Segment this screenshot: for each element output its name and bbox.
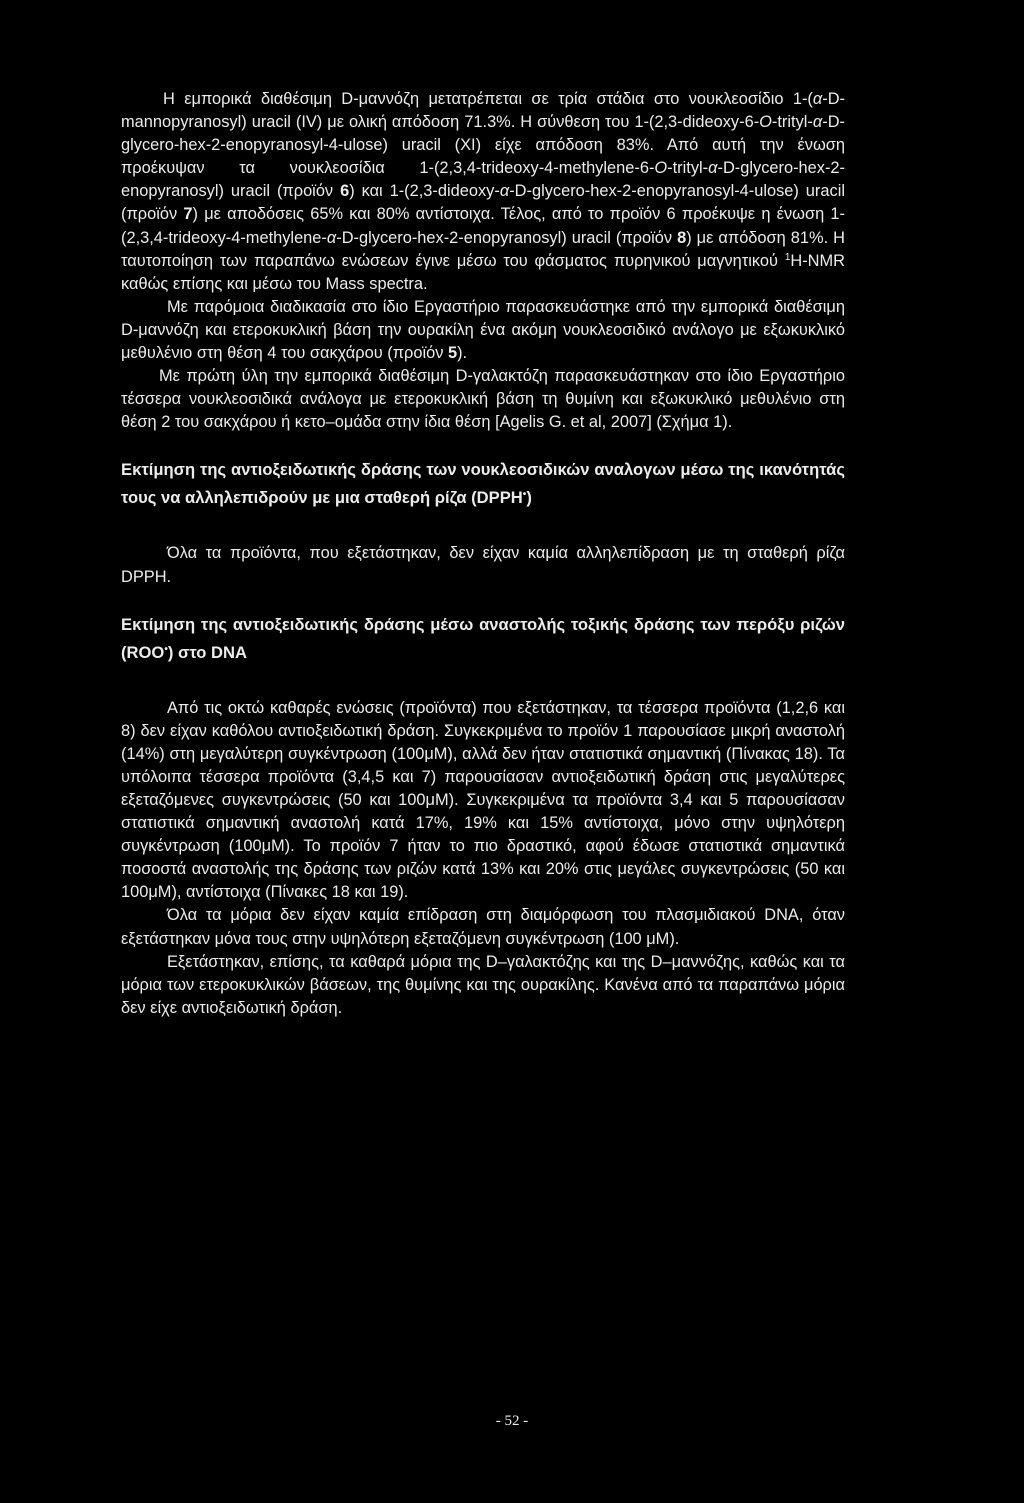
page-body [121, 88, 845, 1020]
paragraph-pure-sugars-bases: Εξετάστηκαν, επίσης, τα καθαρά μόρια της D–γαλακτόζης και της D–μαννόζης, καθώς και τα μόρια των ετεροκυκλικών βάσεων, της θυμίνης και της ουρακίλης. Κανένα από τα παραπάνω μόρια δεν είχε αντιοξειδωτική δράση. [121, 952, 845, 1017]
heading-peroxyl-radicals-dna: Εκτίμηση της αντιοξειδωτικής δράσης μέσω αναστολής τοξικής δράσης των περόξυ ριζών (ROO•) στο DNA [121, 614, 845, 662]
paragraph-plasmid-dna: Όλα τα μόρια δεν είχαν καμία επίδραση στη διαμόρφωση του πλασμιδιακού DNA, όταν εξετάστηκαν μόνα τους στην υψηλότερη εξεταζόμενη συγκέντρωση (100 μΜ). [121, 906, 845, 948]
paragraph-synthesis-mannose: Η εμπορικά διαθέσιμη D-μαννόζη μετατρέπεται σε τρία στάδια στο νουκλεοσίδιο 1-(α-D-mannopyranosyl) uracil (IV) με ολική απόδοση 71.3%. Η σύνθεση του 1-(2,3-dideoxy-6-O-trityl-α-D-glycero-hex-2-enopyranosyl-4-ulose) uracil (XI) είχε απόδοση 83%. Από αυτή την ένωση προέκυψαν τα νουκλεοσίδια 1-(2,3,4-trideoxy-4-methylene-6-O-trityl-α-D-glycero-hex-2-enopyranosyl) uracil (προϊόν 6) και 1-(2,3-dideoxy-α-D-glycero-hex-2-enopyranosyl-4-ulose) uracil (προϊόν 7) με αποδόσεις 65% και 80% αντίστοιχα. Τέλος, από το προϊόν 6 προέκυψε η ένωση 1-(2,3,4-trideoxy-4-methylene-α-D-glycero-hex-2-enopyranosyl) uracil (προϊόν 8) με απόδοση 81%. Η ταυτοποίηση των παραπάνω ενώσεων έγινε μέσω του φάσματος πυρηνικού μαγνητικού $^1$H-NMR καθώς επίσης και μέσω του Mass spectra. [121, 90, 845, 293]
paragraph-exocyclic-methylene: Με παρόμοια διαδικασία στο ίδιο Εργαστήριο παρασκευάστηκε από την εμπορικά διαθέσιμη D-μαννόζη και ετεροκυκλική βάση την ουρακίλη ένα ακόμη νουκλεοσιδικό ανάλογο με εξωκυκλικό μεθυλένιο στη θέση 4 του σακχάρου (προϊόν 5). [121, 297, 845, 363]
paragraph-antioxidant-results: Από τις οκτώ καθαρές ενώσεις (προϊόντα) που εξετάστηκαν, τα τέσσερα προϊόντα (1,2,6 και 8) δεν είχαν καθόλου αντιοξειδωτική δράση. Συγκεκριμένα το προϊόν 1 παρουσίασε μικρή αναστολή (14%) στη μεγαλύτερη συγκέντρωση (100μΜ), αλλά δεν ήταν στατιστικά σημαντική (Πίνακας 18). Τα υπόλοιπα τέσσερα προϊόντα (3,4,5 και 7) παρουσίασαν αντιοξειδωτική δράση στις μεγαλύτερες εξεταζόμενες συγκεντρώσεις (50 και 100μΜ). Συγκεκριμένα τα προϊόντα 3,4 και 5 παρουσίασαν στατιστικά σημαντική αναστολή κατά 17%, 19% και 15% αντίστοιχα, μόνο στην υψηλότερη συγκέντρωση (100μΜ). Το προϊόν 7 ήταν το πιο δραστικό, αφού έδωσε στατιστικά σημαντικά ποσοστά αναστολής της δράσης των ριζών κατά 13% και 20% στις μεγάλες συγκεντρώσεις (50 και 100μΜ), αντίστοιχα (Πίνακες 18 και 19). [121, 698, 845, 902]
paragraph-dpph-result: Όλα τα προϊόντα, που εξετάστηκαν, δεν είχαν καμία αλληλεπίδραση με τη σταθερή ρίζα DPPH. [121, 544, 845, 586]
heading-dpph-assay: Εκτίμηση της αντιοξειδωτικής δράσης των νουκλεοσιδικών αναλογων μέσω της ικανότητάς τους να αλληλεπιδρούν με μια σταθερή ρίζα (DPPH•) [121, 460, 845, 508]
paragraph-galactose-analogs: Με πρώτη ύλη την εμπορικά διαθέσιμη D-γαλακτόζη παρασκευάστηκαν στο ίδιο Εργαστήριο τέσσερα νουκλεοσιδικά ανάλογα με ετεροκυκλική βάση τη θυμίνη και εξωκυκλικό μεθυλένιο στη θέση 2 του σακχάρου ή κετο–ομάδα στην ίδια θέση [Agelis G. et al, 2007] (Σχήμα 1). [121, 367, 845, 432]
page-number: - 52 - [495, 1413, 529, 1429]
